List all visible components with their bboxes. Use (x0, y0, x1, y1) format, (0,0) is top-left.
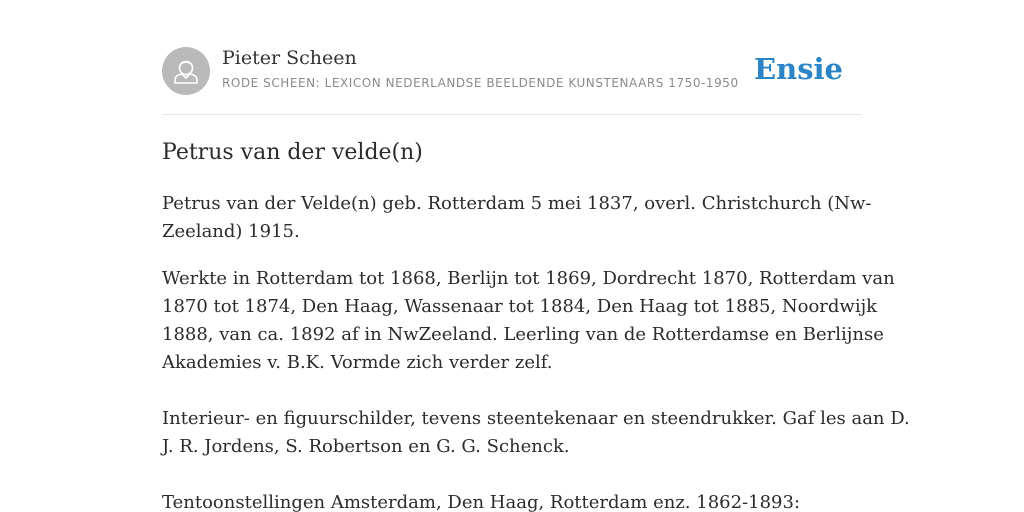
article-page (162, 0, 910, 512)
text-line: 1888, van ca. 1892 af in NwZeeland. Leerling van de Rotterdamse en Berlijnse (162, 324, 884, 345)
text-line: Werkte in Rotterdam tot 1868, Berlijn tot 1869, Dordrecht 1870, Rotterdam van (162, 268, 895, 289)
user-outline-icon (162, 47, 210, 95)
text-line: Petrus van der Velde(n) geb. Rotterdam 5 mei 1837, overl. Christchurch (Nw- (162, 193, 872, 214)
text-line: 1870 tot 1874, Den Haag, Wassenaar tot 1884, Den Haag tot 1885, Noordwijk (162, 296, 878, 317)
text-line: J. R. Jordens, S. Robertson en G. G. Schenck. (162, 436, 570, 457)
author-avatar[interactable] (162, 47, 210, 95)
text-line: Tentoonstellingen Amsterdam, Den Haag, Rotterdam enz. 1862-1893: (162, 492, 801, 512)
article-title: Petrus van der velde(n) (162, 140, 423, 165)
text-line: Interieur- en figuurschilder, tevens steentekenaar en steendrukker. Gaf les aan D. (162, 408, 910, 429)
article-header (162, 46, 862, 115)
ensie-logo[interactable]: Ensie (754, 52, 843, 86)
source-title[interactable]: RODE SCHEEN: LEXICON NEDERLANDSE BEELDENDE KUNSTENAARS 1750-1950 (222, 76, 739, 90)
text-line: Akademies v. B.K. Vormde zich verder zelf. (162, 352, 553, 373)
paragraph-exhibitions (162, 489, 862, 512)
author-name[interactable]: Pieter Scheen (222, 47, 357, 69)
paragraph-work (162, 405, 910, 461)
paragraph-birth (162, 190, 872, 246)
paragraph-career (162, 265, 895, 377)
article-body (162, 190, 910, 512)
text-line: Zeeland) 1915. (162, 221, 300, 242)
